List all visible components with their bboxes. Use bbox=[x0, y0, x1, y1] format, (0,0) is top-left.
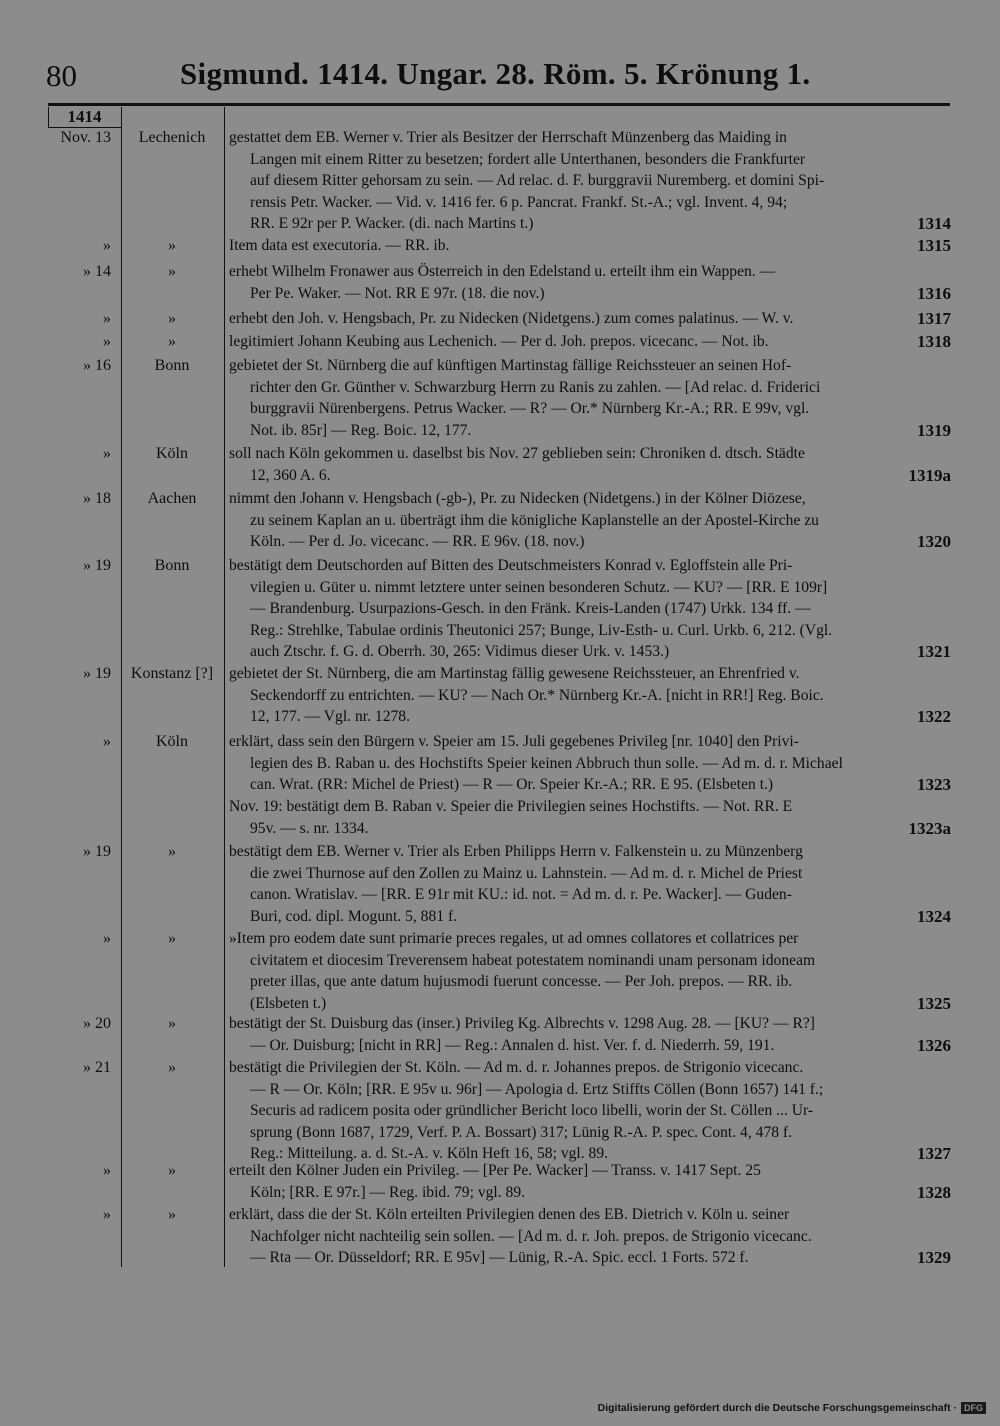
entry-text bbox=[229, 841, 951, 927]
entry-number: 1325 bbox=[917, 993, 951, 1013]
column-line-date bbox=[121, 107, 122, 1267]
entry-line bbox=[229, 235, 951, 257]
entry-line: bestätigt die Privilegien der St. Köln. — Ad m. d. r. Johannes prepos. de Strigonio vicecanc. bbox=[229, 1059, 804, 1076]
entry-line bbox=[229, 1247, 951, 1269]
entry-line-text: Item data est executoria. — RR. ib. bbox=[229, 237, 450, 254]
entry-line bbox=[229, 308, 951, 330]
page-number: 80 bbox=[46, 58, 77, 93]
entry-line bbox=[229, 906, 951, 928]
entry-text bbox=[229, 928, 951, 1014]
entry-line: bestätigt dem EB. Werner v. Trier als Erben Philipps Herrn v. Falkenstein u. zu Münzenberg bbox=[229, 843, 803, 860]
entry-text bbox=[229, 261, 951, 304]
entry-text bbox=[229, 796, 951, 839]
entry-place: » bbox=[168, 310, 176, 327]
entry-date: » bbox=[103, 237, 111, 254]
entry-text bbox=[229, 488, 951, 553]
entry-text bbox=[229, 1013, 951, 1056]
entry-number: 1314 bbox=[917, 214, 951, 234]
entry-line: »Item pro eodem date sunt primarie preces regales, ut ad omnes collatores et collatrices per bbox=[229, 930, 799, 947]
entry-number: 1315 bbox=[917, 236, 951, 255]
entry-line-text: auch Ztschr. f. G. d. Oberrh. 30, 265: Vidimus dieser Urk. v. 1453.) bbox=[250, 643, 670, 661]
footer-credit bbox=[598, 1402, 986, 1414]
entry-date: » 16 bbox=[83, 357, 111, 374]
entry-place: » bbox=[168, 333, 176, 350]
entry-line: sprung (Bonn 1687, 1729, Verf. P. A. Bossart) 317; Lünig R.-A. P. spec. Cont. 4, 478 f. bbox=[250, 1123, 793, 1141]
entry-number: 1319 bbox=[917, 420, 951, 440]
entry-line: legien des B. Raban u. des Hochstifts Speier keinen Abbruch thun solle. — Ad m. d. r. Michael bbox=[250, 754, 843, 772]
entry-date: » 14 bbox=[83, 263, 111, 280]
entry-text bbox=[229, 331, 951, 353]
entry-line-text: (Elsbeten t.) bbox=[250, 994, 327, 1012]
entry-number: 1323a bbox=[908, 818, 951, 838]
entry-text bbox=[229, 355, 951, 441]
entry-number: 1317 bbox=[917, 309, 951, 328]
entry-date: Nov. 13 bbox=[60, 129, 111, 146]
page-title: Sigmund. 1414. Ungar. 28. Röm. 5. Krönung 1. bbox=[180, 56, 811, 91]
entry-place: Köln bbox=[156, 445, 188, 462]
entry-line: gestattet dem EB. Werner v. Trier als Besitzer der Herrschaft Münzenberg das Maiding in bbox=[229, 129, 787, 146]
entry-line: rensis Petr. Wacker. — Vid. v. 1416 fer. 6 p. Pancrat. Frankf. St.-A.; vgl. Invent. 4, 94; bbox=[250, 193, 788, 211]
entry-line: erklärt, dass sein den Bürgern v. Speier am 15. Juli gegebenes Privileg [nr. 1040] den Privi- bbox=[229, 733, 799, 750]
entry-text bbox=[229, 555, 951, 663]
entry-number: 1324 bbox=[917, 906, 951, 926]
entry-number: 1326 bbox=[917, 1035, 951, 1055]
entry-place: Bonn bbox=[154, 557, 190, 574]
entry-line: gebietet der St. Nürnberg, die am Martinstag fällig gewesene Reichssteuer, an Ehrenfried v. bbox=[229, 665, 800, 682]
entry-place: » bbox=[168, 930, 176, 947]
year-divider bbox=[48, 127, 121, 128]
entry-line: die zwei Thurnose auf den Zollen zu Mainz u. Lahnstein. — Ad m. d. r. Michel de Priest bbox=[250, 864, 803, 882]
entry-place: » bbox=[168, 237, 176, 254]
entry-line-text: 95v. — s. nr. 1334. bbox=[250, 819, 369, 837]
entry-date: » 20 bbox=[83, 1015, 111, 1032]
entry-line: Nov. 19: bestätigt dem B. Raban v. Speier die Privilegien seines Hochstifts. — Not. RR. E bbox=[229, 798, 793, 815]
entry-line: civitatem et diocesim Treverensem habeat potestatem nominandi unam personam idoneam bbox=[250, 951, 816, 969]
entry-line-text: Buri, cod. dipl. Mogunt. 5, 881 f. bbox=[250, 907, 458, 925]
entry-number: 1321 bbox=[917, 642, 951, 662]
entry-line: bestätigt der St. Duisburg das (inser.) Privileg Kg. Albrechts v. 1298 Aug. 28. — [KU? — R?] bbox=[229, 1015, 815, 1032]
year-cell: 1414 bbox=[67, 107, 102, 126]
entry-line-text: can. Wrat. (RR: Michel de Priest) — R — Or. Speier Kr.-A.; RR. E 95. (Elsbeten t.) bbox=[250, 776, 774, 794]
entry-line: — R — Or. Köln; [RR. E 95v u. 96r] — Apologia d. Ertz Stiffts Cöllen (Bonn 1657) 141 f.; bbox=[250, 1080, 824, 1098]
entry-line bbox=[229, 1182, 951, 1204]
entry-line: auf diesem Ritter gehorsam zu sein. — Ad relac. d. F. burggravii Nuremberg. et domini Spi- bbox=[250, 172, 825, 190]
entry-line: Nachfolger nicht nachteilig sein sollen. — [Ad m. d. r. Joh. prepos. de Strigonio vicecanc. bbox=[250, 1227, 812, 1245]
entry-line: Reg.: Strehlke, Tabulae ordinis Theutonici 257; Bunge, Liv-Esth- u. Curl. Urkb. 6, 212. (Vgl. bbox=[250, 621, 833, 639]
entry-text bbox=[229, 731, 951, 796]
entry-line bbox=[229, 1035, 951, 1057]
entry-line-text: legitimiert Johann Keubing aus Lechenich. — Per d. Joh. prepos. vicecanc. — Not. ib. bbox=[229, 333, 769, 350]
entry-number: 1322 bbox=[917, 707, 951, 727]
entry-date: » bbox=[103, 733, 111, 750]
entry-line: canon. Wratislav. — [RR. E 91r mit KU.: id. not. = Ad m. d. r. Pe. Wacker]. — Guden- bbox=[250, 886, 792, 904]
entry-line: — Brandenburg. Usurpazions-Gesch. in den Fränk. Kreis-Landen (1747) Urkk. 134 ff. — bbox=[250, 600, 811, 618]
entry-number: 1316 bbox=[917, 283, 951, 303]
entry-line bbox=[229, 213, 951, 235]
entry-line: burggravii Nürenbergens. Petrus Wacker. — R? — Or.* Nürnberg Kr.-A.; RR. E 99v, vgl. bbox=[250, 400, 810, 418]
entry-line: soll nach Köln gekommen u. daselbst bis Nov. 27 geblieben sein: Chroniken d. dtsch. Städte bbox=[229, 445, 805, 462]
entry-line: Seckendorff zu entrichten. — KU? — Nach Or.* Nürnberg Kr.-A. [nicht in RR!] Reg. Boic. bbox=[250, 686, 824, 704]
entry-text bbox=[229, 127, 951, 235]
entry-number: 1320 bbox=[917, 532, 951, 552]
entry-date: » 19 bbox=[83, 557, 111, 574]
entry-place: Lechenich bbox=[138, 129, 206, 146]
entry-text bbox=[229, 235, 951, 257]
entry-number: 1323 bbox=[917, 775, 951, 795]
entry-line-text: Per Pe. Waker. — Not. RR E 97r. (18. die nov.) bbox=[250, 284, 545, 302]
dfg-logo: DFG bbox=[961, 1402, 986, 1414]
entry-number: 1319a bbox=[908, 465, 951, 485]
entry-line-text: — Rta — Or. Düsseldorf; RR. E 95v] — Lünig, R.-A. Spic. eccl. 1 Forts. 572 f. bbox=[250, 1249, 749, 1267]
entry-line bbox=[229, 531, 951, 553]
entry-line bbox=[229, 331, 951, 353]
entry-place: » bbox=[168, 1059, 176, 1076]
entry-line bbox=[229, 818, 951, 840]
entry-date: » 19 bbox=[83, 843, 111, 860]
entry-text bbox=[229, 1057, 951, 1165]
entry-text bbox=[229, 663, 951, 728]
entry-date: » 18 bbox=[83, 490, 111, 507]
entry-text bbox=[229, 1204, 951, 1269]
entry-line-text: Köln. — Per d. Jo. vicecanc. — RR. E 96v. (18. nov.) bbox=[250, 533, 585, 551]
entry-place: Köln bbox=[156, 733, 188, 750]
entry-date: » bbox=[103, 1162, 111, 1179]
entry-number: 1328 bbox=[917, 1182, 951, 1202]
entry-line: bestätigt dem Deutschorden auf Bitten des Deutschmeisters Konrad v. Egloffstein alle Pri- bbox=[229, 557, 793, 574]
footer-text: Digitalisierung gefördert durch die Deutsche Forschungsgemeinschaft · bbox=[597, 1402, 957, 1414]
entry-place: Aachen bbox=[147, 490, 197, 507]
entry-line: vilegien u. Güter u. nimmt letztere unter seinen besonderen Schutz. — KU? — [RR. E 109r] bbox=[250, 578, 828, 596]
entry-text bbox=[229, 443, 951, 486]
entry-line bbox=[229, 993, 951, 1015]
entry-date: » bbox=[103, 310, 111, 327]
entry-line: zu seinem Kaplan an u. überträgt ihm die königliche Kaplanstelle an der Apostel-Kirche zu bbox=[250, 511, 819, 529]
entry-number: 1327 bbox=[917, 1144, 951, 1164]
entry-number: 1329 bbox=[917, 1248, 951, 1268]
entry-place: » bbox=[168, 1162, 176, 1179]
entry-place: » bbox=[168, 1206, 176, 1223]
entry-date: » bbox=[103, 930, 111, 947]
entry-number: 1318 bbox=[917, 332, 951, 351]
entry-line: Securis ad radicem posita oder gründlicher Bericht loco libelli, worin der St. Cöllen ... Ur- bbox=[250, 1102, 814, 1120]
entry-date: » bbox=[103, 1206, 111, 1223]
entry-date: » 19 bbox=[83, 665, 111, 682]
entry-place: » bbox=[168, 263, 176, 280]
entry-line: Langen mit einem Ritter zu besetzen; fordert alle Unterthanen, besonders die Frankfurter bbox=[250, 150, 806, 168]
entry-date: » bbox=[103, 333, 111, 350]
entry-place: Konstanz [?] bbox=[130, 665, 214, 682]
entry-place: Bonn bbox=[154, 357, 190, 374]
entry-line-text: Köln; [RR. E 97r.] — Reg. ibid. 79; vgl. 89. bbox=[250, 1183, 526, 1201]
entry-line-text: Not. ib. 85r] — Reg. Boic. 12, 177. bbox=[250, 421, 472, 439]
entry-line: erklärt, dass die der St. Köln erteilten Privilegien denen des EB. Dietrich v. Köln u. seiner bbox=[229, 1206, 790, 1223]
entry-line-text: Reg.: Mitteilung. a. d. St.-A. v. Köln Heft 16, 58; vgl. 89. bbox=[250, 1145, 609, 1163]
entry-line: erteilt den Kölner Juden ein Privileg. — [Per Pe. Wacker] — Transs. v. 1417 Sept. 25 bbox=[229, 1162, 761, 1179]
entry-line-text: 12, 177. — Vgl. nr. 1278. bbox=[250, 708, 410, 726]
entry-text bbox=[229, 1160, 951, 1203]
entry-line bbox=[229, 420, 951, 442]
entry-line bbox=[229, 641, 951, 663]
column-line-place bbox=[224, 107, 225, 1267]
entry-line bbox=[229, 283, 951, 305]
entry-line-text: — Or. Duisburg; [nicht in RR] — Reg.: Annalen d. hist. Ver. f. d. Niederrh. 59, 191. bbox=[250, 1036, 775, 1054]
entry-place: » bbox=[168, 1015, 176, 1032]
entry-place: » bbox=[168, 843, 176, 860]
entry-text bbox=[229, 308, 951, 330]
entry-date: » bbox=[103, 445, 111, 462]
entry-date: » 21 bbox=[83, 1059, 111, 1076]
entry-line-text: erhebt den Joh. v. Hengsbach, Pr. zu Nidecken (Nidetgens.) zum comes palatinus. — W. v. bbox=[229, 310, 794, 327]
entry-line bbox=[229, 465, 951, 487]
entry-line bbox=[229, 774, 951, 796]
entry-line bbox=[229, 706, 951, 728]
header-rule bbox=[48, 103, 950, 106]
entry-line: richter den Gr. Günther v. Schwarzburg Herrn zu Ranis zu zahlen. — [Ad relac. d. Friderici bbox=[250, 378, 821, 396]
entry-line: erhebt Wilhelm Fronawer aus Österreich in den Edelstand u. erteilt ihm ein Wappen. — bbox=[229, 263, 776, 280]
entry-line-text: 12, 360 A. 6. bbox=[250, 466, 331, 484]
entry-line: preter illas, que ante datum hujusmodi fuerunt concesse. — Per Joh. prepos. — RR. ib. bbox=[250, 973, 793, 991]
entry-line: nimmt den Johann v. Hengsbach (-gb-), Pr. zu Nidecken (Nidetgens.) in der Kölner Diözese, bbox=[229, 490, 806, 507]
entry-line-text: RR. E 92r per P. Wacker. (di. nach Martins t.) bbox=[250, 215, 534, 233]
entry-line: gebietet der St. Nürnberg die auf künftigen Martinstag fällige Reichssteuer an seinen Hof- bbox=[229, 357, 792, 374]
